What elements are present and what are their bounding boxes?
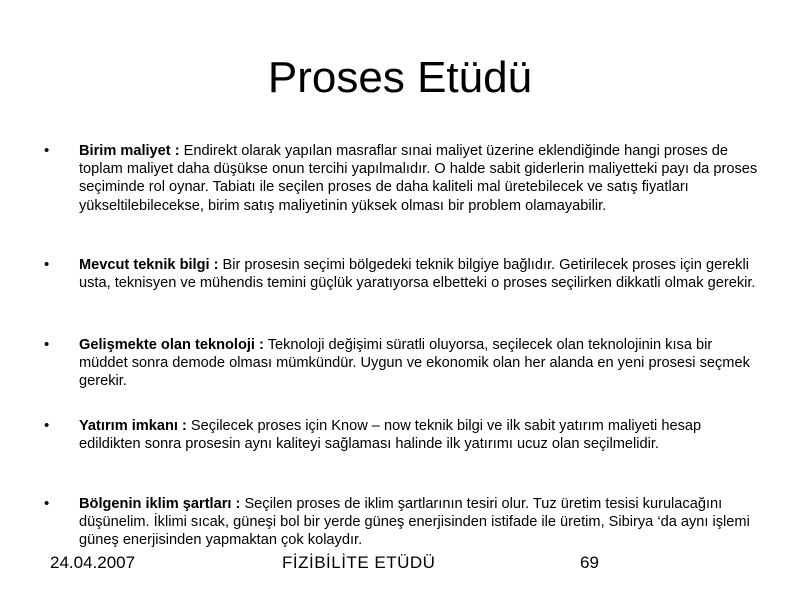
- bullet-text: [79, 256, 759, 292]
- slide-title: Proses Etüdü: [267, 53, 533, 102]
- bullet-icon: •: [44, 256, 50, 273]
- bullet-label: Bölgenin iklim şartları :: [79, 496, 241, 512]
- bullet-label: Gelişmekte olan teknoloji :: [79, 337, 264, 353]
- footer-page-number: 69: [580, 553, 599, 572]
- bullet-label: Mevcut teknik bilgi :: [79, 257, 219, 273]
- bullet-icon: •: [44, 336, 50, 353]
- bullet-body: Teknoloji değişimi süratli oluyorsa, seçilecek olan teknolojinin kısa bir müddet sonra demode olması mümkündür. Uygun ve ekonomik olan her alanda en yeni prosesi seçmek gerekir.: [79, 337, 750, 390]
- bullet-icon: •: [44, 417, 50, 434]
- bullet-text: [79, 495, 759, 550]
- bullet-label: Yatırım imkanı :: [79, 418, 187, 434]
- bullet-body: Seçilecek proses için Know – now teknik bilgi ve ilk sabit yatırım maliyeti hesap edildikten sonra prosesin aynı kaliteyi sağlaması halinde ilk yatırımı ucuz olan seçilmelidir.: [79, 418, 702, 453]
- bullet-icon: •: [44, 495, 50, 512]
- bullet-body: Bir prosesin seçimi bölgedeki teknik bilgiye bağlıdır. Getirilecek proses için gerekli usta, teknisyen ve mühendis temini güçlük yaratıyorsa elbetteki o proses seçilirken dikkatli olmak gerekir.: [79, 257, 756, 292]
- bullet-text: [79, 336, 759, 391]
- bullet-text: [79, 417, 759, 453]
- footer-date: 24.04.2007: [50, 553, 136, 572]
- bullet-label: Birim maliyet :: [79, 143, 180, 159]
- bullet-icon: •: [44, 142, 50, 159]
- footer-title: FİZİBİLİTE ETÜDÜ: [282, 553, 436, 572]
- bullet-body: Seçilen proses de iklim şartlarının tesiri olur. Tuz üretim tesisi kurulacağını düşünelim. İklimi sıcak, güneşi bol bir yerde güneş enerjisinden istifade ile üretim, Sibirya ‘da aynı işlemi güneş enerjisinden yapmaktan çok kolaydır.: [79, 496, 750, 549]
- bullet-body: Endirekt olarak yapılan masraflar sınai maliyet üzerine eklendiğinde hangi proses de toplam maliyet daha düşükse onun tercihi yapılmalıdır. O halde sabit giderlerin maliyetteki payı da proses seçiminde rol oynar. Tabiatı ile seçilen proses de daha kaliteli mal üretebilecek ve satış fiyatları yükseltilebilecekse, birim satış maliyetinin yüksek olması bir problem olamayabilir.: [79, 143, 758, 214]
- bullet-text: [79, 142, 759, 215]
